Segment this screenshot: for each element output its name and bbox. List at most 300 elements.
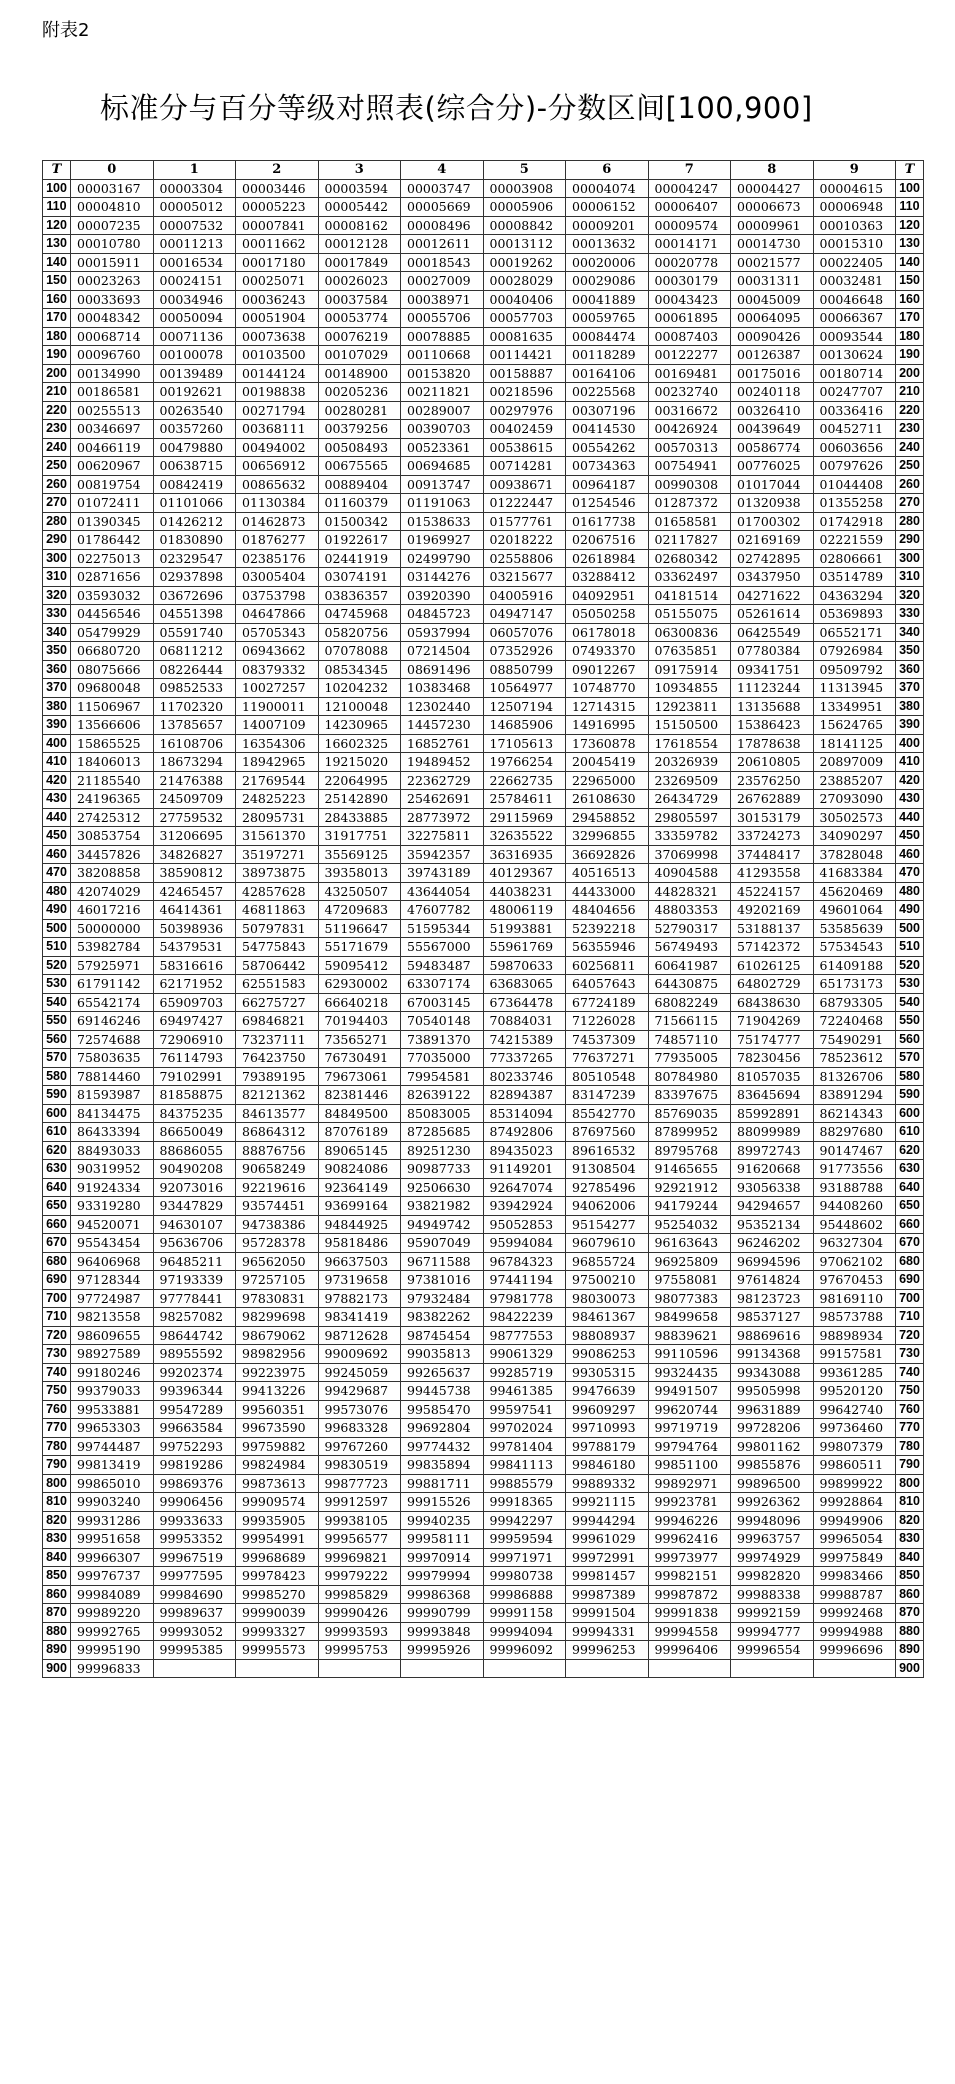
table-cell: 99609297 [566, 1400, 649, 1419]
column-header: 2 [236, 161, 319, 180]
table-cell: 99976737 [71, 1567, 154, 1586]
table-cell: 09852533 [153, 679, 236, 698]
table-cell: 93574451 [236, 1197, 319, 1216]
lookup-table [42, 160, 924, 1678]
table-cell: 99996253 [566, 1641, 649, 1660]
table-cell: 47209683 [318, 901, 401, 920]
table-cell: 99265637 [401, 1363, 484, 1382]
table-cell: 10934855 [648, 679, 731, 698]
row-score-right: 560 [896, 1030, 924, 1049]
table-row [43, 1049, 924, 1068]
table-row [43, 605, 924, 624]
table-cell: 02806661 [813, 549, 896, 568]
table-cell: 04647866 [236, 605, 319, 624]
table-cell: 81593987 [71, 1086, 154, 1105]
row-score-right: 120 [896, 216, 924, 235]
table-cell: 00024151 [153, 272, 236, 291]
table-cell: 70194403 [318, 1012, 401, 1031]
table-cell: 00379256 [318, 420, 401, 439]
table-cell: 99620744 [648, 1400, 731, 1419]
table-cell: 53982784 [71, 938, 154, 957]
row-score-right: 510 [896, 938, 924, 957]
table-cell: 64430875 [648, 975, 731, 994]
table-cell: 20610805 [731, 753, 814, 772]
table-cell: 99987389 [566, 1585, 649, 1604]
table-cell: 99865010 [71, 1474, 154, 1493]
table-cell [566, 1659, 649, 1678]
table-cell: 00041889 [566, 290, 649, 309]
table-cell: 26434729 [648, 790, 731, 809]
table-cell: 98745454 [401, 1326, 484, 1345]
table-row [43, 272, 924, 291]
table-cell: 00038971 [401, 290, 484, 309]
table-cell: 19766254 [483, 753, 566, 772]
row-score-right: 310 [896, 568, 924, 587]
row-score-left: 460 [43, 845, 71, 864]
table-cell: 74537309 [566, 1030, 649, 1049]
row-score-right: 640 [896, 1178, 924, 1197]
table-cell: 99728206 [731, 1419, 814, 1438]
table-cell: 99977595 [153, 1567, 236, 1586]
table-cell: 96079610 [566, 1234, 649, 1253]
table-cell: 98839621 [648, 1326, 731, 1345]
table-cell: 18942965 [236, 753, 319, 772]
row-score-right: 670 [896, 1234, 924, 1253]
table-row [43, 1030, 924, 1049]
row-score-left: 420 [43, 771, 71, 790]
table-cell: 87285685 [401, 1123, 484, 1142]
column-header: 0 [71, 161, 154, 180]
table-cell: 68082249 [648, 993, 731, 1012]
table-cell: 98777553 [483, 1326, 566, 1345]
table-cell: 98537127 [731, 1308, 814, 1327]
table-cell: 05820756 [318, 623, 401, 642]
table-cell: 01017044 [731, 475, 814, 494]
table-cell: 98573788 [813, 1308, 896, 1327]
table-cell: 25462691 [401, 790, 484, 809]
table-cell: 00019262 [483, 253, 566, 272]
table-cell: 99988787 [813, 1585, 896, 1604]
table-cell: 15150500 [648, 716, 731, 735]
table-cell: 87899952 [648, 1123, 731, 1142]
table-cell: 99429687 [318, 1382, 401, 1401]
table-cell: 38973875 [236, 864, 319, 883]
table-cell: 28095731 [236, 808, 319, 827]
table-cell: 05705343 [236, 623, 319, 642]
table-cell: 99990799 [401, 1604, 484, 1623]
table-cell: 99835894 [401, 1456, 484, 1475]
table-cell: 61409188 [813, 956, 896, 975]
table-cell: 93699164 [318, 1197, 401, 1216]
table-cell: 95052853 [483, 1215, 566, 1234]
table-row [43, 1123, 924, 1142]
table-cell: 06057076 [483, 623, 566, 642]
table-cell: 99396344 [153, 1382, 236, 1401]
table-cell: 99992765 [71, 1622, 154, 1641]
table-cell: 99996833 [71, 1659, 154, 1678]
table-cell: 13566606 [71, 716, 154, 735]
table-cell: 99781404 [483, 1437, 566, 1456]
table-cell: 99896500 [731, 1474, 814, 1493]
table-cell: 99767260 [318, 1437, 401, 1456]
row-score-right: 750 [896, 1382, 924, 1401]
row-score-right: 540 [896, 993, 924, 1012]
table-cell: 49601064 [813, 901, 896, 920]
table-cell: 34826827 [153, 845, 236, 864]
row-score-right: 490 [896, 901, 924, 920]
table-cell: 00011662 [236, 235, 319, 254]
table-cell: 92364149 [318, 1178, 401, 1197]
table-cell: 00005012 [153, 198, 236, 217]
table-row [43, 1437, 924, 1456]
table-cell: 99944294 [566, 1511, 649, 1530]
table-cell: 01222447 [483, 494, 566, 513]
table-cell: 93821982 [401, 1197, 484, 1216]
table-cell: 01191063 [401, 494, 484, 513]
table-cell: 99788179 [566, 1437, 649, 1456]
row-score-right: 210 [896, 383, 924, 402]
table-row [43, 253, 924, 272]
table-cell: 00037584 [318, 290, 401, 309]
table-cell: 98955592 [153, 1345, 236, 1364]
row-score-right: 790 [896, 1456, 924, 1475]
table-cell: 36316935 [483, 845, 566, 864]
table-cell: 03920390 [401, 586, 484, 605]
row-score-right: 730 [896, 1345, 924, 1364]
table-cell: 95254032 [648, 1215, 731, 1234]
row-score-right: 770 [896, 1419, 924, 1438]
row-score-right: 250 [896, 457, 924, 476]
table-cell: 00316672 [648, 401, 731, 420]
table-cell: 00180714 [813, 364, 896, 383]
table-row [43, 956, 924, 975]
table-cell: 00013112 [483, 235, 566, 254]
table-cell: 88297680 [813, 1123, 896, 1142]
table-cell: 49202169 [731, 901, 814, 920]
row-score-right: 150 [896, 272, 924, 291]
table-cell: 00084474 [566, 327, 649, 346]
table-cell: 99940235 [401, 1511, 484, 1530]
table-cell: 00175016 [731, 364, 814, 383]
table-cell: 00225568 [566, 383, 649, 402]
table-cell: 99935905 [236, 1511, 319, 1530]
table-cell: 24509709 [153, 790, 236, 809]
table-cell: 00078885 [401, 327, 484, 346]
table-cell: 25142890 [318, 790, 401, 809]
table-cell: 96406968 [71, 1252, 154, 1271]
table-cell: 13349951 [813, 697, 896, 716]
table-cell: 03437950 [731, 568, 814, 587]
table-cell: 97128344 [71, 1271, 154, 1290]
table-row [43, 1345, 924, 1364]
table-cell: 98644742 [153, 1326, 236, 1345]
table-cell: 04363294 [813, 586, 896, 605]
row-score-right: 690 [896, 1271, 924, 1290]
table-row [43, 290, 924, 309]
table-cell: 07926984 [813, 642, 896, 661]
row-score-left: 870 [43, 1604, 71, 1623]
row-score-left: 380 [43, 697, 71, 716]
table-cell: 99974929 [731, 1548, 814, 1567]
table-cell: 37448417 [731, 845, 814, 864]
table-cell: 00103500 [236, 346, 319, 365]
table-cell: 00126387 [731, 346, 814, 365]
row-score-right: 550 [896, 1012, 924, 1031]
table-cell: 82639122 [401, 1086, 484, 1105]
table-cell: 11123244 [731, 679, 814, 698]
table-cell: 81858875 [153, 1086, 236, 1105]
table-cell: 00023263 [71, 272, 154, 291]
table-cell: 98869616 [731, 1326, 814, 1345]
table-cell: 00051904 [236, 309, 319, 328]
table-cell: 39358013 [318, 864, 401, 883]
table-cell: 99989637 [153, 1604, 236, 1623]
row-score-left: 730 [43, 1345, 71, 1364]
table-cell: 17105613 [483, 734, 566, 753]
row-score-right: 390 [896, 716, 924, 735]
table-cell: 77337265 [483, 1049, 566, 1068]
row-score-left: 250 [43, 457, 71, 476]
row-score-right: 760 [896, 1400, 924, 1419]
table-cell: 00158887 [483, 364, 566, 383]
table-cell: 96246202 [731, 1234, 814, 1253]
table-cell: 99202374 [153, 1363, 236, 1382]
table-cell: 00053774 [318, 309, 401, 328]
table-cell: 00357260 [153, 420, 236, 439]
table-cell: 99794764 [648, 1437, 731, 1456]
table-row [43, 771, 924, 790]
row-score-left: 710 [43, 1308, 71, 1327]
table-cell: 00008496 [401, 216, 484, 235]
table-cell: 99995926 [401, 1641, 484, 1660]
row-score-right: 200 [896, 364, 924, 383]
table-cell: 00010780 [71, 235, 154, 254]
row-score-left: 720 [43, 1326, 71, 1345]
table-cell: 00004074 [566, 179, 649, 198]
table-cell: 00012128 [318, 235, 401, 254]
table-cell: 03288412 [566, 568, 649, 587]
table-cell: 00889404 [318, 475, 401, 494]
table-cell: 00040406 [483, 290, 566, 309]
row-score-left: 540 [43, 993, 71, 1012]
table-cell: 94062006 [566, 1197, 649, 1216]
row-score-right: 860 [896, 1585, 924, 1604]
table-cell: 99968689 [236, 1548, 319, 1567]
column-header: 5 [483, 161, 566, 180]
table-cell: 95907049 [401, 1234, 484, 1253]
table-cell: 40129367 [483, 864, 566, 883]
table-cell: 90987733 [401, 1160, 484, 1179]
table-cell: 93447829 [153, 1197, 236, 1216]
table-cell: 31917751 [318, 827, 401, 846]
table-cell: 98808937 [566, 1326, 649, 1345]
table-cell: 01160379 [318, 494, 401, 513]
table-cell: 00205236 [318, 383, 401, 402]
table-cell: 99885579 [483, 1474, 566, 1493]
table-cell: 88876756 [236, 1141, 319, 1160]
row-score-left: 190 [43, 346, 71, 365]
table-cell: 16108706 [153, 734, 236, 753]
table-cell: 24196365 [71, 790, 154, 809]
table-cell: 99993052 [153, 1622, 236, 1641]
row-score-right: 290 [896, 531, 924, 550]
table-cell: 99990426 [318, 1604, 401, 1623]
row-score-left: 770 [43, 1419, 71, 1438]
row-score-right: 520 [896, 956, 924, 975]
table-cell: 00008842 [483, 216, 566, 235]
table-cell: 90490208 [153, 1160, 236, 1179]
row-score-left: 230 [43, 420, 71, 439]
table-cell: 01355258 [813, 494, 896, 513]
table-cell: 57534543 [813, 938, 896, 957]
table-cell: 97319658 [318, 1271, 401, 1290]
table-cell: 56355946 [566, 938, 649, 957]
table-cell: 99987872 [648, 1585, 731, 1604]
table-cell: 80510548 [566, 1067, 649, 1086]
column-header: 4 [401, 161, 484, 180]
table-cell: 99982151 [648, 1567, 731, 1586]
table-cell: 19489452 [401, 753, 484, 772]
table-cell: 95818486 [318, 1234, 401, 1253]
table-cell: 99994331 [566, 1622, 649, 1641]
table-cell: 97257105 [236, 1271, 319, 1290]
table-cell: 35942357 [401, 845, 484, 864]
table-cell: 99928864 [813, 1493, 896, 1512]
table-cell: 99988338 [731, 1585, 814, 1604]
table-cell: 99245059 [318, 1363, 401, 1382]
table-cell: 00326410 [731, 401, 814, 420]
table-cell: 94520071 [71, 1215, 154, 1234]
table-cell: 69497427 [153, 1012, 236, 1031]
table-cell: 94738386 [236, 1215, 319, 1234]
table-row [43, 975, 924, 994]
table-cell: 11900011 [236, 697, 319, 716]
table-cell: 86433394 [71, 1123, 154, 1142]
table-cell: 81326706 [813, 1067, 896, 1086]
table-cell: 12100048 [318, 697, 401, 716]
table-cell: 90824086 [318, 1160, 401, 1179]
table-cell: 99881711 [401, 1474, 484, 1493]
table-row [43, 179, 924, 198]
table-cell: 83147239 [566, 1086, 649, 1105]
table-cell: 99759882 [236, 1437, 319, 1456]
table-cell: 88099989 [731, 1123, 814, 1142]
table-cell: 91620668 [731, 1160, 814, 1179]
table-row [43, 697, 924, 716]
table-cell: 96327304 [813, 1234, 896, 1253]
table-cell: 99996406 [648, 1641, 731, 1660]
table-cell: 99324435 [648, 1363, 731, 1382]
table-cell: 92785496 [566, 1178, 649, 1197]
table-cell: 14230965 [318, 716, 401, 735]
row-score-left: 320 [43, 586, 71, 605]
table-cell: 99744487 [71, 1437, 154, 1456]
table-cell: 00656912 [236, 457, 319, 476]
row-score-left: 440 [43, 808, 71, 827]
table-row [43, 919, 924, 938]
table-cell [648, 1659, 731, 1678]
table-cell: 00003167 [71, 179, 154, 198]
column-header: 9 [813, 161, 896, 180]
table-row [43, 623, 924, 642]
table-cell: 85769035 [648, 1104, 731, 1123]
row-score-left: 660 [43, 1215, 71, 1234]
row-score-left: 510 [43, 938, 71, 957]
table-cell: 99851100 [648, 1456, 731, 1475]
row-score-left: 530 [43, 975, 71, 994]
table-cell: 00114421 [483, 346, 566, 365]
row-score-left: 360 [43, 660, 71, 679]
table-row [43, 216, 924, 235]
table-cell: 76423750 [236, 1049, 319, 1068]
table-row [43, 882, 924, 901]
table-cell: 84134475 [71, 1104, 154, 1123]
table-cell: 66640218 [318, 993, 401, 1012]
row-score-right: 700 [896, 1289, 924, 1308]
table-cell: 00694685 [401, 457, 484, 476]
row-score-left: 900 [43, 1659, 71, 1678]
table-cell: 47607782 [401, 901, 484, 920]
table-cell: 29115969 [483, 808, 566, 827]
table-cell: 01742918 [813, 512, 896, 531]
table-cell: 68793305 [813, 993, 896, 1012]
table-cell: 00020778 [648, 253, 731, 272]
table-cell [153, 1659, 236, 1678]
table-cell: 99873613 [236, 1474, 319, 1493]
table-cell: 00087403 [648, 327, 731, 346]
table-cell: 69846821 [236, 1012, 319, 1031]
table-cell: 17878638 [731, 734, 814, 753]
table-row [43, 1197, 924, 1216]
table-cell: 00508493 [318, 438, 401, 457]
table-cell: 09509792 [813, 660, 896, 679]
table-cell: 62551583 [236, 975, 319, 994]
table-cell: 79102991 [153, 1067, 236, 1086]
row-score-right: 830 [896, 1530, 924, 1549]
table-cell: 00144124 [236, 364, 319, 383]
table-row [43, 457, 924, 476]
table-cell: 95448602 [813, 1215, 896, 1234]
table-cell: 99996554 [731, 1641, 814, 1660]
table-cell: 18141125 [813, 734, 896, 753]
table-cell: 17360878 [566, 734, 649, 753]
row-score-right: 450 [896, 827, 924, 846]
table-cell: 84375235 [153, 1104, 236, 1123]
table-row [43, 660, 924, 679]
row-score-left: 400 [43, 734, 71, 753]
table-cell: 99801162 [731, 1437, 814, 1456]
table-row [43, 734, 924, 753]
table-cell: 04092951 [566, 586, 649, 605]
table-row [43, 716, 924, 735]
table-cell: 00122277 [648, 346, 731, 365]
table-cell: 06300836 [648, 623, 731, 642]
row-score-right: 820 [896, 1511, 924, 1530]
table-cell: 48006119 [483, 901, 566, 920]
table-cell: 61026125 [731, 956, 814, 975]
table-cell: 27425312 [71, 808, 154, 827]
row-score-left: 850 [43, 1567, 71, 1586]
table-cell: 99134368 [731, 1345, 814, 1364]
row-score-left: 820 [43, 1511, 71, 1530]
table-cell: 30502573 [813, 808, 896, 827]
table-cell: 48803353 [648, 901, 731, 920]
table-row [43, 309, 924, 328]
table-cell: 70540148 [401, 1012, 484, 1031]
table-cell: 03672696 [153, 586, 236, 605]
table-cell: 00271794 [236, 401, 319, 420]
table-cell: 99995753 [318, 1641, 401, 1660]
